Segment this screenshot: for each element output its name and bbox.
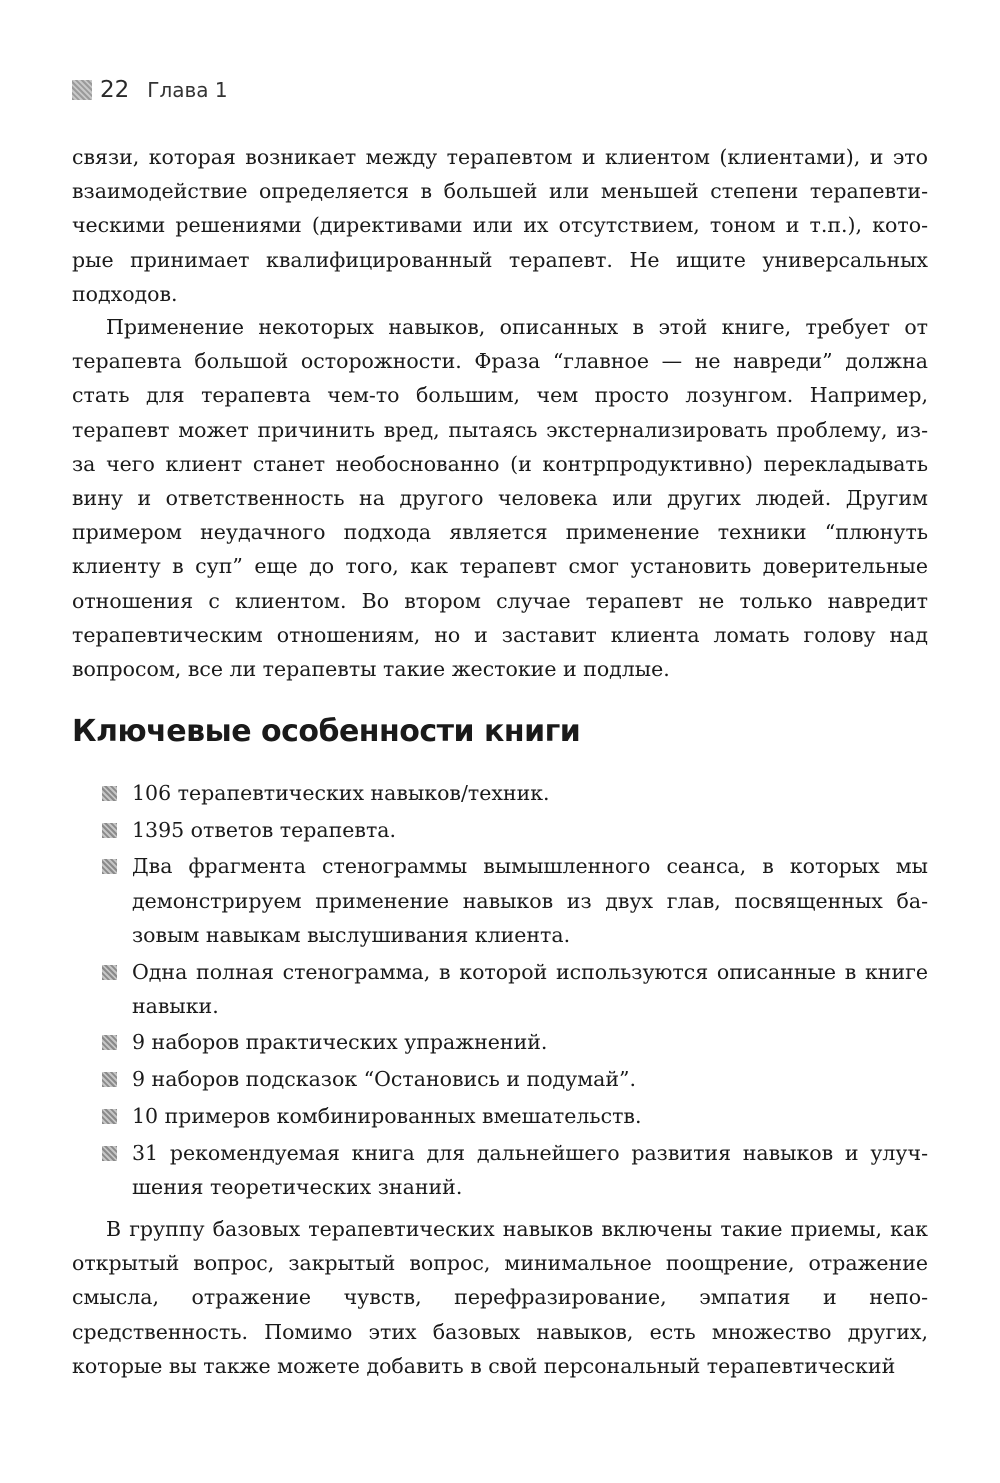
- list-item: [102, 776, 928, 810]
- features-list: [102, 776, 928, 1206]
- list-item-text: Одна полная стенограмма, в которой используются описанные в книге навыки.: [132, 959, 928, 1018]
- list-item-text: 31 рекомендуемая книга для дальнейшего развития навыков и улучшения теоретических знаний.: [132, 1140, 928, 1199]
- list-item: [102, 955, 928, 1023]
- list-item-text: 106 терапевтических навыков/техник.: [132, 781, 550, 805]
- chapter-label: Глава 1: [147, 78, 228, 102]
- list-item: [102, 849, 928, 952]
- section-heading: Ключевые особенности книги: [72, 714, 581, 749]
- list-item: [102, 1062, 928, 1096]
- list-item-text: 1395 ответов терапевта.: [132, 817, 397, 842]
- square-bullet-icon: [102, 1109, 117, 1124]
- page-number: 22: [100, 77, 130, 103]
- paragraph-basic-skills: В группу базовых терапевтических навыков включены такие приемы, как открытый вопрос, закрытый вопрос, минимальное поощрение, отражение смысла, отражение чувств, перефразирование, эмпатия и непосредственность. Помимо этих базовых навыков, есть множество других, которые вы также можете добавить в свой персональный терапевтический: [72, 1217, 928, 1378]
- list-item: [102, 1099, 928, 1133]
- square-bullet-icon: [102, 859, 117, 874]
- list-item-text: 10 примеров комбинированных вмешательств.: [132, 1103, 642, 1128]
- page-marker-square-icon: [72, 80, 92, 100]
- square-bullet-icon: [102, 786, 117, 801]
- list-item-text: 9 наборов подсказок “Остановись и подумай”.: [132, 1067, 637, 1092]
- list-item: [102, 1025, 928, 1059]
- square-bullet-icon: [102, 1072, 117, 1087]
- square-bullet-icon: [102, 965, 117, 980]
- square-bullet-icon: [102, 1035, 117, 1050]
- list-item: [102, 1136, 928, 1204]
- square-bullet-icon: [102, 823, 117, 838]
- square-bullet-icon: [102, 1146, 117, 1161]
- running-head: [72, 74, 228, 106]
- paragraph-caution: Применение некоторых навыков, описанных в этой книге, требует от терапевта большой осторожности. Фраза “главное — не навреди” должна стать для терапевта чем-то большим, чем просто лозунгом. Например, терапевт может причинить вред, пытаясь экстернализировать проблему, из-за чего клиент станет необоснованно (и контрпродуктивно) перекладывать вину и ответственность на другого человека или других людей. Другим примером неудачного подхода является применение техники “плюнуть клиенту в суп” еще до того, как терапевт смог установить доверительные отношения с клиентом. Во втором случае терапевт не только навредит терапевтическим отношениям, но и заставит клиента ломать голову над вопросом, все ли терапевты такие жестокие и подлые.: [72, 315, 928, 682]
- list-item: [102, 813, 928, 847]
- list-item-text: 9 наборов практических упражнений.: [132, 1030, 548, 1055]
- list-item-text: Два фрагмента стенограммы вымышленного сеанса, в которых мы демонстрируем применение навыков из двух глав, посвященных базовым навыкам выслушивания клиента.: [132, 854, 928, 947]
- paragraph-continued: связи, которая возникает между терапевтом и клиентом (клиентами), и это взаимодействие определяется в большей или меньшей степени терапевтическими решениями (директивами или их отсутствием, тоном и т.п.), которые принимает квалифицированный терапевт. Не ищите универсальных подходов.: [72, 145, 928, 306]
